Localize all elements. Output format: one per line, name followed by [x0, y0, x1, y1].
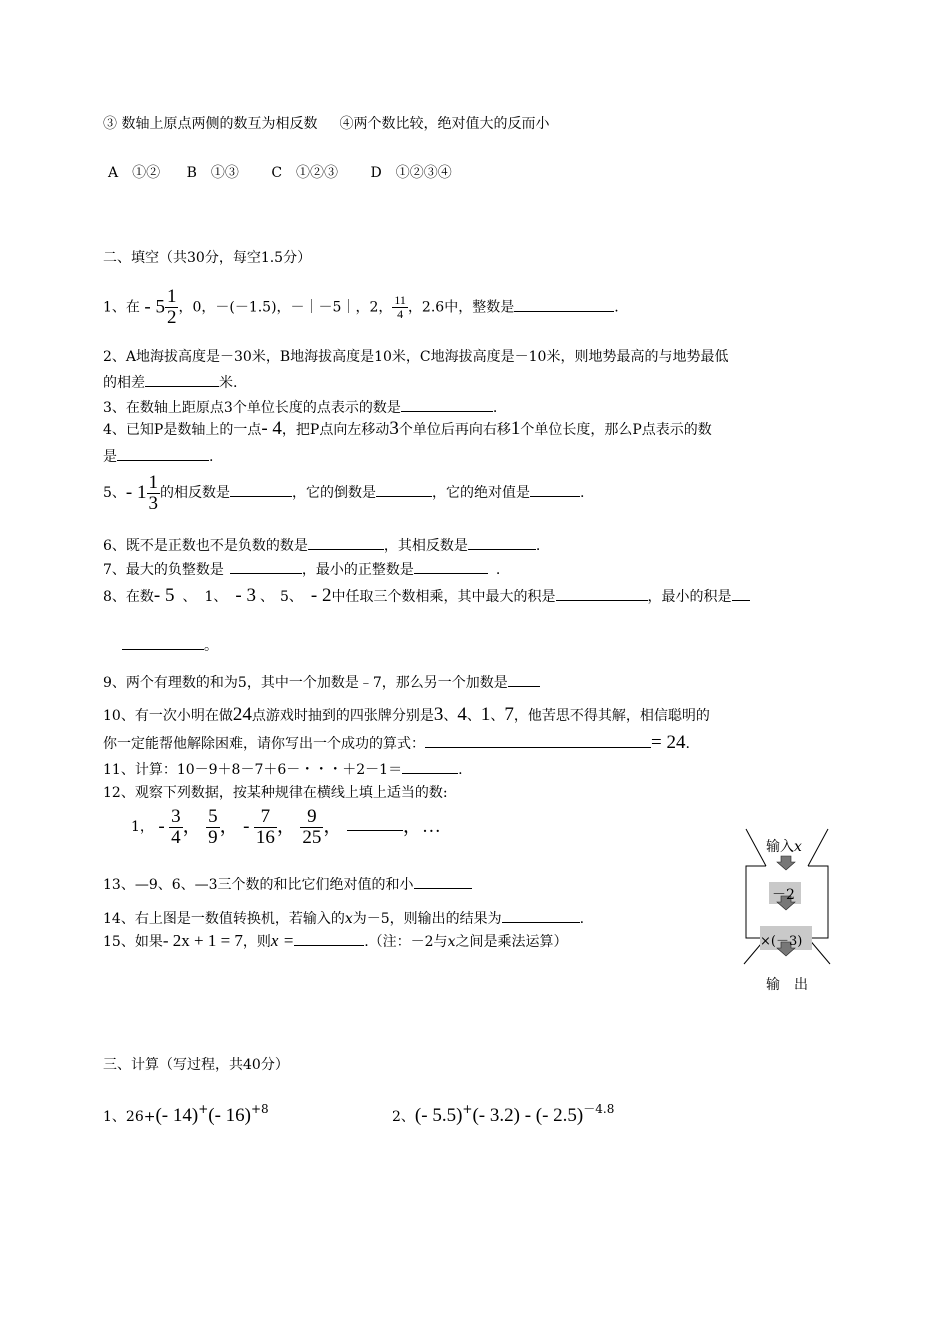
answer-blank[interactable]: [376, 481, 432, 497]
question-1: 1、在 - 5 $\frac{1}{2}$ ，0，－(－1.5)，－｜－5｜，2， $\frac{11}{4}$ ，2.6中，整数是 .: [103, 286, 619, 328]
answer-blank[interactable]: [230, 558, 302, 574]
question-15: 15、如果- 2x + 1 = 7，则x = .（注：－2与x之间是乘法运算）: [103, 931, 568, 950]
machine-input-label: 输入x: [766, 839, 802, 855]
answer-blank[interactable]: [556, 585, 648, 601]
section-3-title: 三、计算（写过程，共40分）: [103, 1057, 289, 1073]
option-a: A ①②: [108, 165, 161, 181]
answer-blank[interactable]: [732, 585, 750, 601]
answer-blank[interactable]: [530, 481, 580, 497]
answer-blank[interactable]: [414, 558, 488, 574]
answer-blank[interactable]: [122, 634, 204, 650]
choice-options: [108, 163, 452, 183]
question-10-line-2: 你一定能帮他解除困难，请你写出一个成功的算式： = 24.: [103, 732, 690, 753]
machine-output-label: 输 出: [766, 977, 808, 993]
answer-blank[interactable]: [401, 396, 493, 412]
machine-step-subtract: －2: [772, 887, 795, 903]
question-4-line-1: 4、已知P是数轴上的一点- 4，把P点向左移动3个单位后再向右移1个单位长度，那么P点表示的数: [103, 418, 712, 439]
question-8: 8、在数- 5 、 1、 - 3 、 5、 - 2中任取三个数相乘，其中最大的积是 ，最小的积是: [103, 585, 750, 607]
question-6: 6、既不是正数也不是负数的数是 ，其相反数是 .: [103, 534, 540, 556]
question-3: 3、在数轴上距原点3个单位长度的点表示的数是 .: [103, 396, 497, 418]
number-machine-diagram: [734, 824, 834, 1004]
question-4-line-2: 是 .: [103, 445, 213, 467]
question-9: 9、两个有理数的和为5，其中一个加数是﹣7，那么另一个加数是: [103, 671, 540, 693]
option-b: B ①③: [186, 165, 239, 181]
question-14: 14、右上图是一数值转换机，若输入的x为－5，则输出的结果为 .: [103, 907, 584, 929]
calc-problem-1: 1、26+(- 14)+(- 16)+8: [103, 1102, 269, 1126]
question-12-title: 12、观察下列数据，按某种规律在横线上填上适当的数:: [103, 785, 448, 801]
answer-blank[interactable]: [414, 873, 472, 889]
question-11: 11、计算：10－9＋8－7＋6－・・・＋2－1＝ .: [103, 758, 463, 780]
calc-problem-2: 2、(- 5.5)+(- 3.2) - (- 2.5)－4.8: [392, 1102, 615, 1126]
question-7: 7、最大的负整数是 ，最小的正整数是 .: [103, 558, 500, 580]
answer-blank[interactable]: [230, 481, 292, 497]
question-13: 13、—9、6、—3三个数的和比它们绝对值的和小: [103, 873, 472, 895]
statement-3: ③ 数轴上原点两侧的数互为相反数: [103, 116, 318, 132]
question-10-line-1: 10、有一次小明在做24点游戏时抽到的四张牌分别是3、4、1、7，他苦思不得其解，相信聪明的: [103, 704, 710, 725]
question-2-line-2: 的相差 米.: [103, 371, 237, 393]
section-2-title: 二、填空（共30分，每空1.5分）: [103, 250, 312, 266]
option-d: D ①②③④: [370, 165, 452, 181]
statement-line: [103, 114, 549, 134]
option-c: C ①②③: [271, 165, 339, 181]
fraction-11-4: $\frac{11}{4}$: [394, 293, 406, 321]
question-8-line-2: 。: [122, 634, 218, 656]
answer-blank[interactable]: [402, 758, 458, 774]
answer-blank[interactable]: [508, 671, 540, 687]
answer-blank[interactable]: [117, 445, 209, 461]
statement-4: ④两个数比较，绝对值大的反而小: [339, 116, 550, 132]
answer-blank[interactable]: [347, 815, 403, 831]
answer-blank[interactable]: [502, 907, 580, 923]
answer-blank[interactable]: [308, 534, 384, 550]
answer-blank[interactable]: [514, 296, 614, 312]
answer-blank[interactable]: [425, 732, 651, 748]
question-5: 5、- 1 $\frac{1}{3}$ 的相反数是 ，它的倒数是 ，它的绝对值是 .: [103, 471, 585, 514]
question-2-line-1: 2、A地海拔高度是－30米，B地海拔高度是10米，C地海拔高度是－10米，则地势最高的与地势最低: [103, 349, 729, 365]
machine-step-multiply: ×(－3): [760, 934, 803, 949]
answer-blank[interactable]: [145, 371, 219, 387]
mixed-fraction: $\frac{1}{2}$: [166, 286, 177, 328]
question-12-sequence: 1， - $\frac{3}{4}$ ， $\frac{5}{9}$ ， - $\frac{7}{16}$ ， $\frac{9}{25}$ ， ，…: [131, 805, 441, 848]
answer-blank[interactable]: [294, 930, 364, 946]
answer-blank[interactable]: [468, 534, 536, 550]
